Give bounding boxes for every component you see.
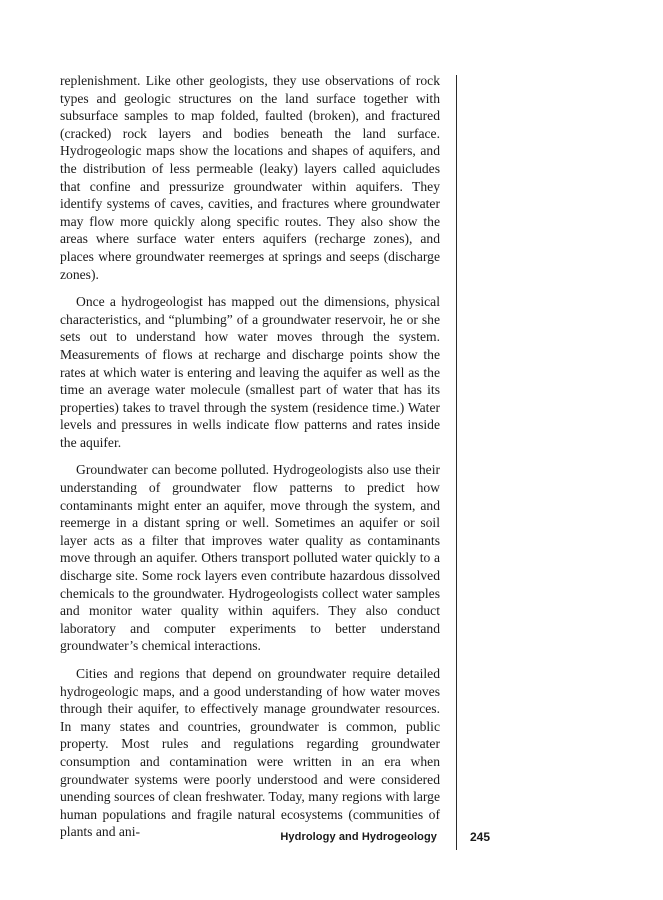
paragraph-plumbing: Once a hydrogeologist has mapped out the dimensions, physical characteristics, and “plumbing” of a groundwater reservoir, he or she sets out to understand how water moves through the system. Measurements of flows at recharge and discharge points show the rates at which water is entering and leaving the aquifer as well as the time an average water molecule (smallest part of water that has its properties) takes to travel through the system (residence time.) Water levels and pressures in wells indicate flow patterns and rates inside the aquifer. <box>60 294 440 450</box>
running-footer-title: Hydrology and Hydrogeology <box>280 831 437 843</box>
margin-rule <box>456 75 457 850</box>
paragraph-continued: replenishment. Like other geologists, they use observations of rock types and geologic structures on the land surface together with subsurface samples to map folded, faulted (broken), and fractured (cracked) rock layers and bodies beneath the land surface. Hydrogeologic maps show the locations and shapes of aquifers, and the distribution of less permeable (leaky) layers called aquicludes that confine and pressurize groundwater within aquifers. They identify systems of caves, cavities, and fractures where groundwater may flow more quickly along specific routes. They also show the areas where surface water enters aquifers (recharge zones), and places where groundwater reemerges at springs and seeps (discharge zones). <box>60 73 440 282</box>
page-number: 245 <box>470 830 491 844</box>
paragraph-management: Cities and regions that depend on groundwater require detailed hydrogeologic maps, and a good understanding of how water moves through their aquifer, to effectively manage groundwater resources. In many states and countries, groundwater is common, public property. Most rules and regulations regarding groundwater consumption and contamination were written in an era when groundwater systems were poorly understood and were considered unending sources of clean freshwater. Today, many regions with large human populations and fragile natural ecosystems (communities of plants and ani- <box>60 666 440 840</box>
paragraph-pollution: Groundwater can become polluted. Hydrogeologists also use their understanding of groundwater flow patterns to predict how contaminants might enter an aquifer, move through the system, and reemerge in a distant spring or well. Sometimes an aquifer or soil layer acts as a filter that improves water quality as contaminants move through an aquifer. Others transport polluted water quickly to a discharge site. Some rock layers even contribute hazardous dissolved chemicals to the groundwater. Hydrogeologists collect water samples and monitor water quality within aquifers. They also conduct laboratory and computer experiments to better understand groundwater’s chemical interactions. <box>60 462 440 654</box>
body-text <box>60 72 440 851</box>
